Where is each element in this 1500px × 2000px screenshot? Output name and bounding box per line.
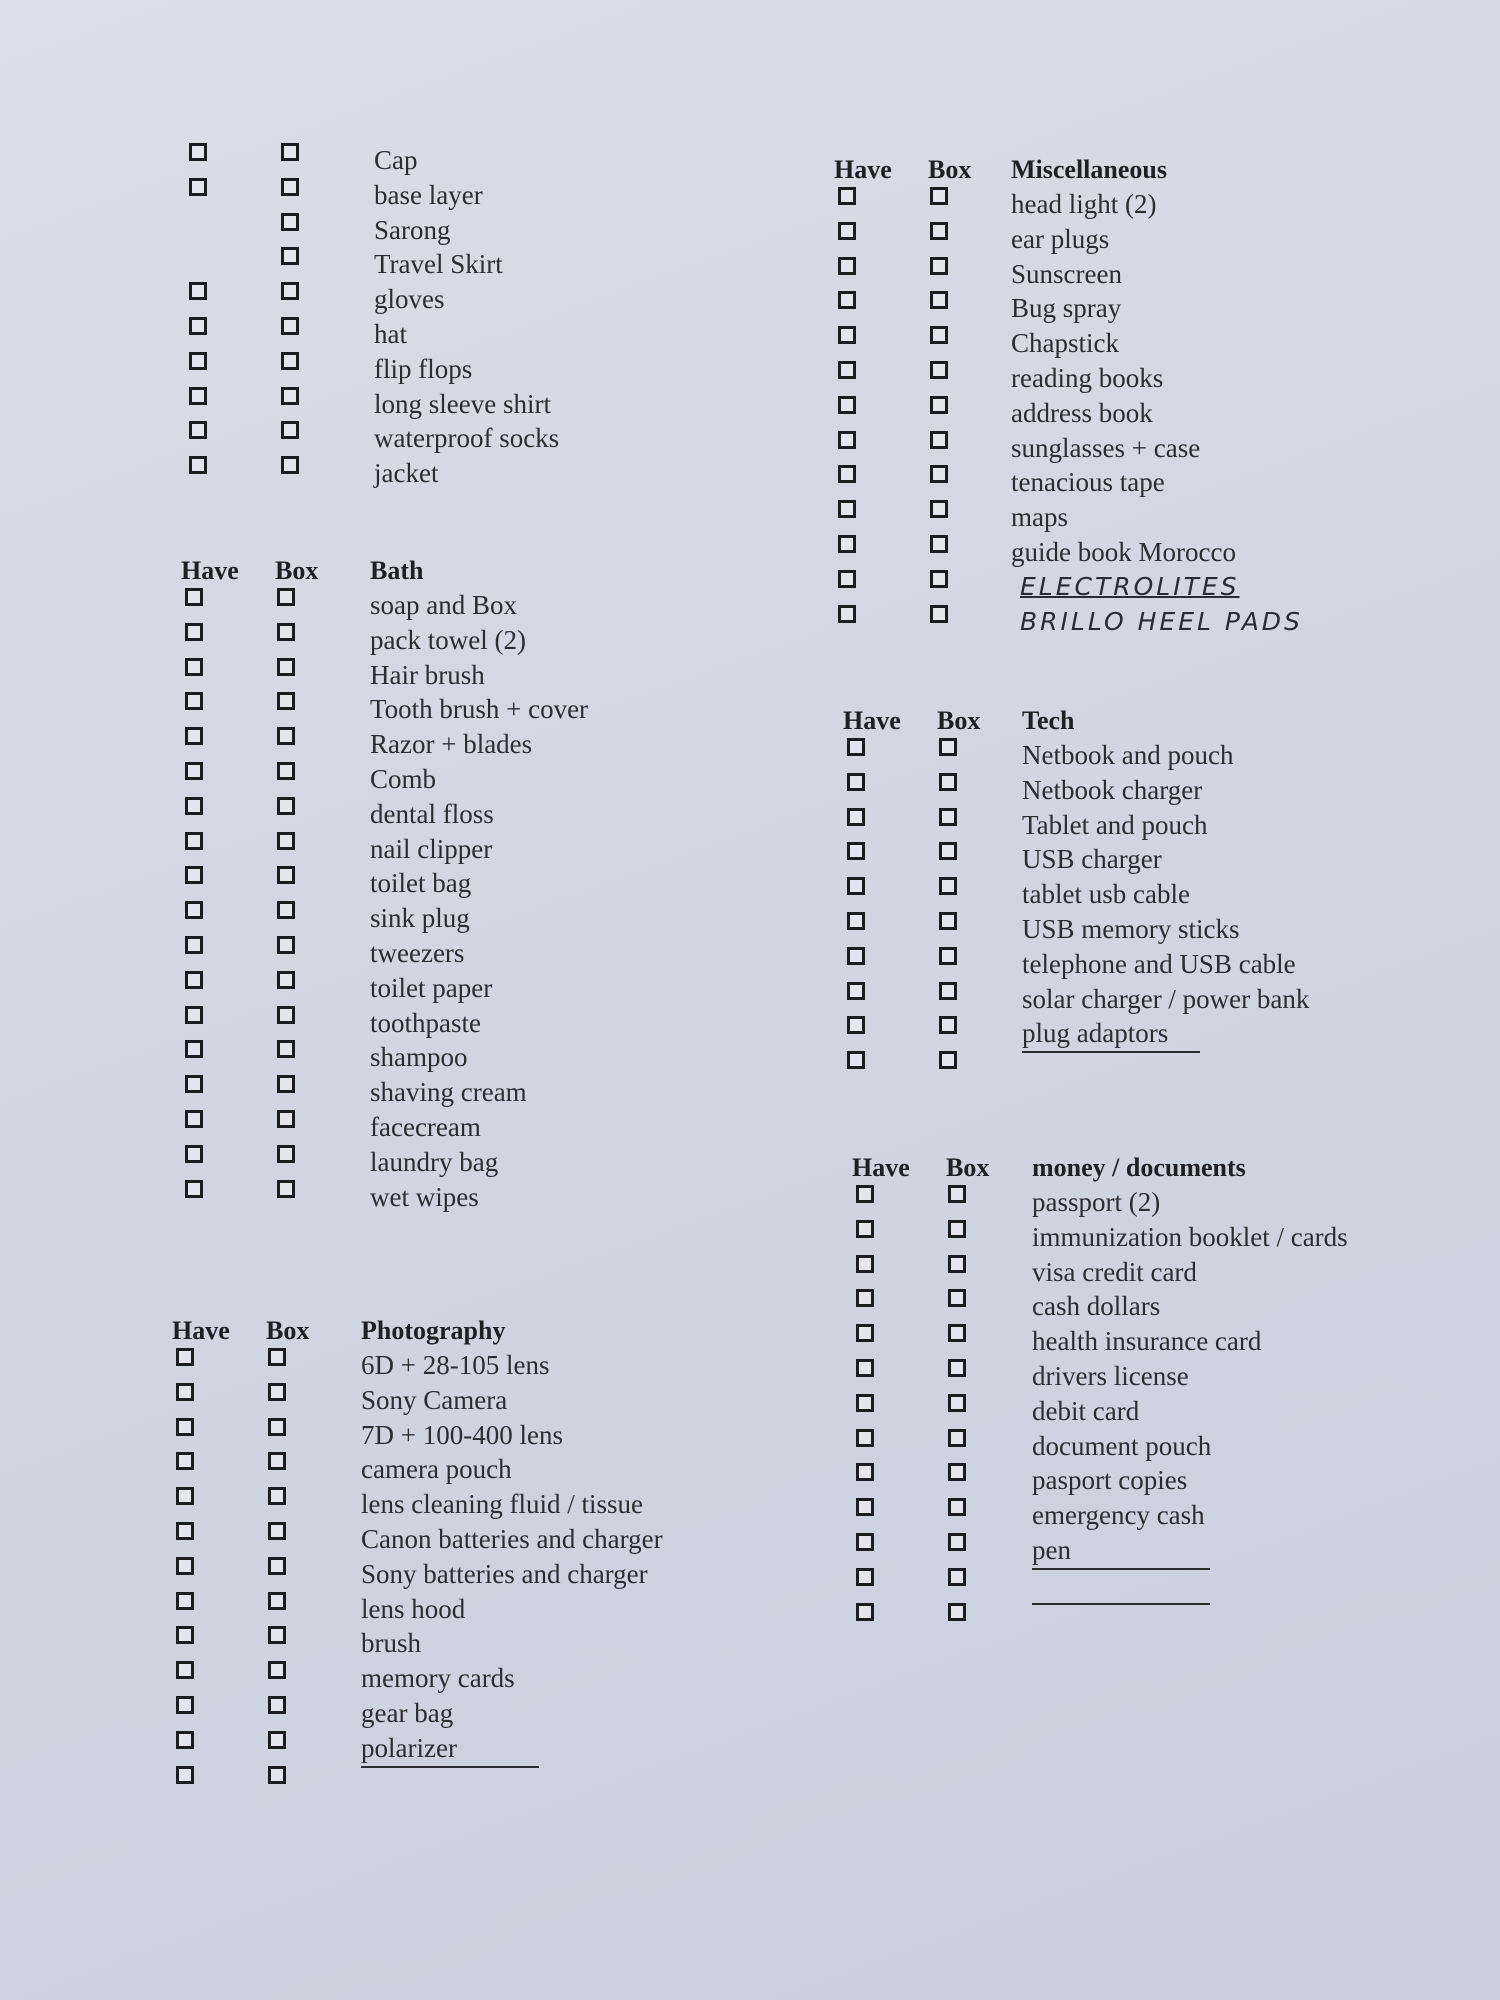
item-label: cash dollars [1032, 1291, 1161, 1322]
box-checkbox[interactable] [930, 465, 948, 483]
box-checkbox[interactable] [268, 1383, 286, 1401]
item-label: jacket [374, 458, 439, 489]
have-checkbox[interactable] [856, 1255, 874, 1273]
have-checkbox[interactable] [838, 500, 856, 518]
box-checkbox[interactable] [930, 570, 948, 588]
item-label: immunization booklet / cards [1032, 1221, 1348, 1252]
have-checkbox[interactable] [838, 361, 856, 379]
box-checkbox[interactable] [930, 187, 948, 205]
item-label: Sony batteries and charger [361, 1558, 648, 1589]
have-checkbox[interactable] [185, 832, 203, 850]
item-label: Hair brush [370, 659, 485, 690]
box-checkbox[interactable] [930, 535, 948, 553]
have-checkbox[interactable] [176, 1487, 194, 1505]
box-checkbox[interactable] [277, 797, 295, 815]
box-checkbox[interactable] [268, 1766, 286, 1784]
have-checkbox[interactable] [185, 1075, 203, 1093]
item-label: debit card [1032, 1395, 1140, 1426]
item-label: health insurance card [1032, 1326, 1262, 1357]
have-checkbox[interactable] [185, 588, 203, 606]
have-checkbox[interactable] [176, 1348, 194, 1366]
have-checkbox[interactable] [847, 738, 865, 756]
have-checkbox[interactable] [185, 971, 203, 989]
box-checkbox[interactable] [281, 421, 299, 439]
box-checkbox[interactable] [281, 387, 299, 405]
have-checkbox[interactable] [838, 605, 856, 623]
item-label: memory cards [361, 1663, 515, 1694]
box-checkbox[interactable] [268, 1452, 286, 1470]
item-label: brush [361, 1628, 421, 1659]
have-checkbox[interactable] [856, 1463, 874, 1481]
box-checkbox[interactable] [281, 213, 299, 231]
box-checkbox[interactable] [277, 1075, 295, 1093]
have-checkbox[interactable] [838, 257, 856, 275]
box-checkbox[interactable] [277, 588, 295, 606]
box-checkbox[interactable] [948, 1185, 966, 1203]
box-checkbox[interactable] [948, 1568, 966, 1586]
item-label: lens cleaning fluid / tissue [361, 1489, 643, 1520]
item-label: Canon batteries and charger [361, 1523, 663, 1554]
item-label: shaving cream [370, 1077, 527, 1108]
box-checkbox[interactable] [277, 936, 295, 954]
box-checkbox[interactable] [939, 773, 957, 791]
box-checkbox[interactable] [281, 456, 299, 474]
item-label: Travel Skirt [374, 249, 503, 280]
item-label: ear plugs [1011, 223, 1110, 254]
item-label: toothpaste [370, 1007, 481, 1038]
box-checkbox[interactable] [939, 877, 957, 895]
have-checkbox[interactable] [856, 1359, 874, 1377]
have-checkbox[interactable] [189, 178, 207, 196]
box-checkbox[interactable] [268, 1661, 286, 1679]
box-checkbox[interactable] [277, 727, 295, 745]
have-checkbox[interactable] [838, 291, 856, 309]
item-label: gear bag [361, 1697, 454, 1728]
have-checkbox[interactable] [847, 912, 865, 930]
item-label: gloves [374, 284, 445, 315]
box-checkbox[interactable] [948, 1220, 966, 1238]
have-checkbox[interactable] [856, 1185, 874, 1203]
blank-write-in-line[interactable] [361, 1766, 539, 1768]
item-label: Sunscreen [1011, 258, 1122, 289]
box-checkbox[interactable] [948, 1394, 966, 1412]
item-label: toilet bag [370, 868, 472, 899]
box-checkbox[interactable] [939, 912, 957, 930]
box-checkbox[interactable] [948, 1359, 966, 1377]
item-label: Bug spray [1011, 293, 1122, 324]
item-label: passport (2) [1032, 1187, 1161, 1217]
have-checkbox[interactable] [838, 465, 856, 483]
item-label: tweezers [370, 937, 465, 968]
have-checkbox[interactable] [176, 1661, 194, 1679]
item-label: 7D + 100-400 lens [361, 1419, 563, 1450]
box-checkbox[interactable] [948, 1429, 966, 1447]
section-title: money / documents [1032, 1153, 1246, 1182]
have-checkbox[interactable] [856, 1289, 874, 1307]
have-column-label: Have [852, 1153, 910, 1182]
have-checkbox[interactable] [856, 1429, 874, 1447]
box-checkbox[interactable] [277, 1040, 295, 1058]
box-checkbox[interactable] [948, 1289, 966, 1307]
box-checkbox[interactable] [930, 605, 948, 623]
item-label: maps [1011, 502, 1068, 533]
have-checkbox[interactable] [185, 866, 203, 884]
have-checkbox[interactable] [176, 1766, 194, 1784]
have-checkbox[interactable] [185, 1145, 203, 1163]
item-label: head light (2) [1011, 189, 1157, 219]
have-column-label: Have [843, 706, 901, 735]
have-checkbox[interactable] [185, 936, 203, 954]
have-checkbox[interactable] [176, 1418, 194, 1436]
box-column-label: Box [928, 155, 972, 184]
item-label: Sarong [374, 214, 451, 245]
have-checkbox[interactable] [176, 1383, 194, 1401]
item-label: toilet paper [370, 972, 493, 1003]
item-label: laundry bag [370, 1146, 499, 1177]
box-checkbox[interactable] [281, 143, 299, 161]
blank-write-in-line[interactable] [1022, 1051, 1200, 1053]
item-label: base layer [374, 179, 483, 210]
have-checkbox[interactable] [189, 352, 207, 370]
have-checkbox[interactable] [838, 326, 856, 344]
have-checkbox[interactable] [838, 396, 856, 414]
item-label: Chapstick [1011, 328, 1119, 359]
item-label: emergency cash [1032, 1500, 1205, 1531]
item-label: pack towel (2) [370, 624, 526, 655]
box-column-label: Box [937, 706, 981, 735]
box-checkbox[interactable] [268, 1418, 286, 1436]
have-column-label: Have [172, 1316, 230, 1345]
have-checkbox[interactable] [847, 1016, 865, 1034]
item-label: USB charger [1022, 844, 1162, 875]
have-checkbox[interactable] [838, 222, 856, 240]
item-label: facecream [370, 1111, 481, 1142]
item-label: wet wipes [370, 1181, 479, 1212]
box-checkbox[interactable] [930, 257, 948, 275]
box-checkbox[interactable] [930, 500, 948, 518]
box-checkbox[interactable] [948, 1324, 966, 1342]
box-checkbox[interactable] [281, 317, 299, 335]
box-checkbox[interactable] [277, 658, 295, 676]
box-checkbox[interactable] [939, 842, 957, 860]
box-checkbox[interactable] [281, 352, 299, 370]
have-checkbox[interactable] [847, 947, 865, 965]
box-checkbox[interactable] [268, 1487, 286, 1505]
have-checkbox[interactable] [185, 692, 203, 710]
item-label: soap and Box [370, 590, 517, 620]
have-checkbox[interactable] [189, 143, 207, 161]
box-checkbox[interactable] [268, 1731, 286, 1749]
item-label: pen [1032, 1534, 1071, 1565]
box-checkbox[interactable] [277, 623, 295, 641]
have-checkbox[interactable] [838, 535, 856, 553]
box-checkbox[interactable] [277, 1110, 295, 1128]
box-checkbox[interactable] [939, 738, 957, 756]
section-title: Tech [1022, 706, 1075, 735]
box-checkbox[interactable] [930, 222, 948, 240]
box-checkbox[interactable] [268, 1696, 286, 1714]
item-label: Razor + blades [370, 729, 533, 760]
have-checkbox[interactable] [847, 982, 865, 1000]
box-checkbox[interactable] [948, 1498, 966, 1516]
box-checkbox[interactable] [268, 1626, 286, 1644]
box-checkbox[interactable] [268, 1557, 286, 1575]
item-label: visa credit card [1032, 1256, 1197, 1287]
item-label: Netbook charger [1022, 774, 1203, 805]
have-checkbox[interactable] [189, 456, 207, 474]
item-label: tenacious tape [1011, 467, 1165, 498]
item-label: sunglasses + case [1011, 432, 1201, 463]
section-title: Miscellaneous [1011, 155, 1167, 184]
box-checkbox[interactable] [277, 971, 295, 989]
have-checkbox[interactable] [176, 1626, 194, 1644]
have-checkbox[interactable] [176, 1557, 194, 1575]
item-label: Tablet and pouch [1022, 809, 1208, 840]
item-label: tablet usb cable [1022, 879, 1190, 910]
item-label: shampoo [370, 1042, 468, 1073]
box-checkbox[interactable] [939, 808, 957, 826]
box-checkbox[interactable] [948, 1603, 966, 1621]
item-label: long sleeve shirt [374, 388, 551, 419]
have-checkbox[interactable] [838, 431, 856, 449]
item-label: drivers license [1032, 1360, 1189, 1391]
box-checkbox[interactable] [939, 1016, 957, 1034]
item-label: Sony Camera [361, 1384, 508, 1415]
have-checkbox[interactable] [856, 1394, 874, 1412]
box-checkbox[interactable] [277, 1006, 295, 1024]
item-label: USB memory sticks [1022, 913, 1240, 944]
have-checkbox[interactable] [838, 187, 856, 205]
box-checkbox[interactable] [277, 832, 295, 850]
have-checkbox[interactable] [856, 1568, 874, 1586]
box-checkbox[interactable] [277, 762, 295, 780]
handwritten-item: ELECTROLITES [1020, 571, 1240, 601]
have-checkbox[interactable] [176, 1452, 194, 1470]
item-label: plug adaptors [1022, 1018, 1169, 1049]
item-label: Comb [370, 763, 437, 794]
have-checkbox[interactable] [189, 282, 207, 300]
have-checkbox[interactable] [189, 421, 207, 439]
have-checkbox[interactable] [847, 877, 865, 895]
box-checkbox[interactable] [281, 178, 299, 196]
blank-write-in-line[interactable] [1032, 1603, 1210, 1605]
section-title: Bath [370, 556, 424, 585]
have-checkbox[interactable] [189, 317, 207, 335]
box-checkbox[interactable] [930, 326, 948, 344]
box-checkbox[interactable] [948, 1463, 966, 1481]
have-checkbox[interactable] [176, 1592, 194, 1610]
item-label: flip flops [374, 353, 473, 384]
have-checkbox[interactable] [185, 1110, 203, 1128]
have-checkbox[interactable] [185, 901, 203, 919]
box-checkbox[interactable] [930, 291, 948, 309]
box-checkbox[interactable] [277, 901, 295, 919]
handwritten-item: BRILLO HEEL PADS [1020, 606, 1303, 636]
box-checkbox[interactable] [930, 396, 948, 414]
box-checkbox[interactable] [268, 1522, 286, 1540]
box-column-label: Box [275, 556, 319, 585]
have-checkbox[interactable] [176, 1522, 194, 1540]
item-label: Tooth brush + cover [370, 694, 589, 725]
have-checkbox[interactable] [185, 762, 203, 780]
box-checkbox[interactable] [948, 1255, 966, 1273]
have-checkbox[interactable] [838, 570, 856, 588]
have-checkbox[interactable] [176, 1731, 194, 1749]
box-checkbox[interactable] [277, 866, 295, 884]
have-checkbox[interactable] [185, 658, 203, 676]
have-checkbox[interactable] [185, 727, 203, 745]
have-checkbox[interactable] [856, 1533, 874, 1551]
have-checkbox[interactable] [185, 1180, 203, 1198]
item-label: 6D + 28-105 lens [361, 1350, 550, 1380]
have-column-label: Have [181, 556, 239, 585]
box-column-label: Box [266, 1316, 310, 1345]
box-checkbox[interactable] [948, 1533, 966, 1551]
have-checkbox[interactable] [189, 387, 207, 405]
have-checkbox[interactable] [176, 1696, 194, 1714]
box-checkbox[interactable] [939, 982, 957, 1000]
item-label: reading books [1011, 362, 1164, 393]
have-checkbox[interactable] [847, 773, 865, 791]
item-label: dental floss [370, 798, 494, 829]
box-checkbox[interactable] [939, 1051, 957, 1069]
box-checkbox[interactable] [930, 431, 948, 449]
have-checkbox[interactable] [185, 623, 203, 641]
item-label: address book [1011, 397, 1153, 428]
box-checkbox[interactable] [277, 1145, 295, 1163]
box-checkbox[interactable] [939, 947, 957, 965]
item-label: waterproof socks [374, 423, 560, 454]
item-label: lens hood [361, 1593, 466, 1624]
box-checkbox[interactable] [281, 247, 299, 265]
have-checkbox[interactable] [856, 1220, 874, 1238]
item-label: guide book Morocco [1011, 536, 1236, 567]
item-label: Netbook and pouch [1022, 740, 1234, 770]
section-title: Photography [361, 1316, 506, 1345]
box-checkbox[interactable] [930, 361, 948, 379]
item-label: pasport copies [1032, 1465, 1188, 1496]
box-checkbox[interactable] [277, 692, 295, 710]
have-checkbox[interactable] [847, 842, 865, 860]
box-column-label: Box [946, 1153, 990, 1182]
have-checkbox[interactable] [847, 1051, 865, 1069]
have-checkbox[interactable] [847, 808, 865, 826]
item-label: hat [374, 318, 407, 349]
item-label: nail clipper [370, 833, 493, 864]
box-checkbox[interactable] [277, 1180, 295, 1198]
item-label: solar charger / power bank [1022, 983, 1310, 1014]
box-checkbox[interactable] [281, 282, 299, 300]
item-label: camera pouch [361, 1454, 512, 1485]
blank-write-in-line[interactable] [1032, 1568, 1210, 1570]
item-label: polarizer [361, 1732, 457, 1763]
item-label: telephone and USB cable [1022, 948, 1296, 979]
have-checkbox[interactable] [185, 1040, 203, 1058]
item-label: Cap [374, 145, 418, 175]
have-checkbox[interactable] [856, 1324, 874, 1342]
item-label: document pouch [1032, 1430, 1212, 1461]
have-checkbox[interactable] [856, 1498, 874, 1516]
box-checkbox[interactable] [268, 1592, 286, 1610]
have-checkbox[interactable] [185, 797, 203, 815]
have-column-label: Have [834, 155, 892, 184]
have-checkbox[interactable] [856, 1603, 874, 1621]
have-checkbox[interactable] [185, 1006, 203, 1024]
item-label: sink plug [370, 903, 470, 934]
box-checkbox[interactable] [268, 1348, 286, 1366]
